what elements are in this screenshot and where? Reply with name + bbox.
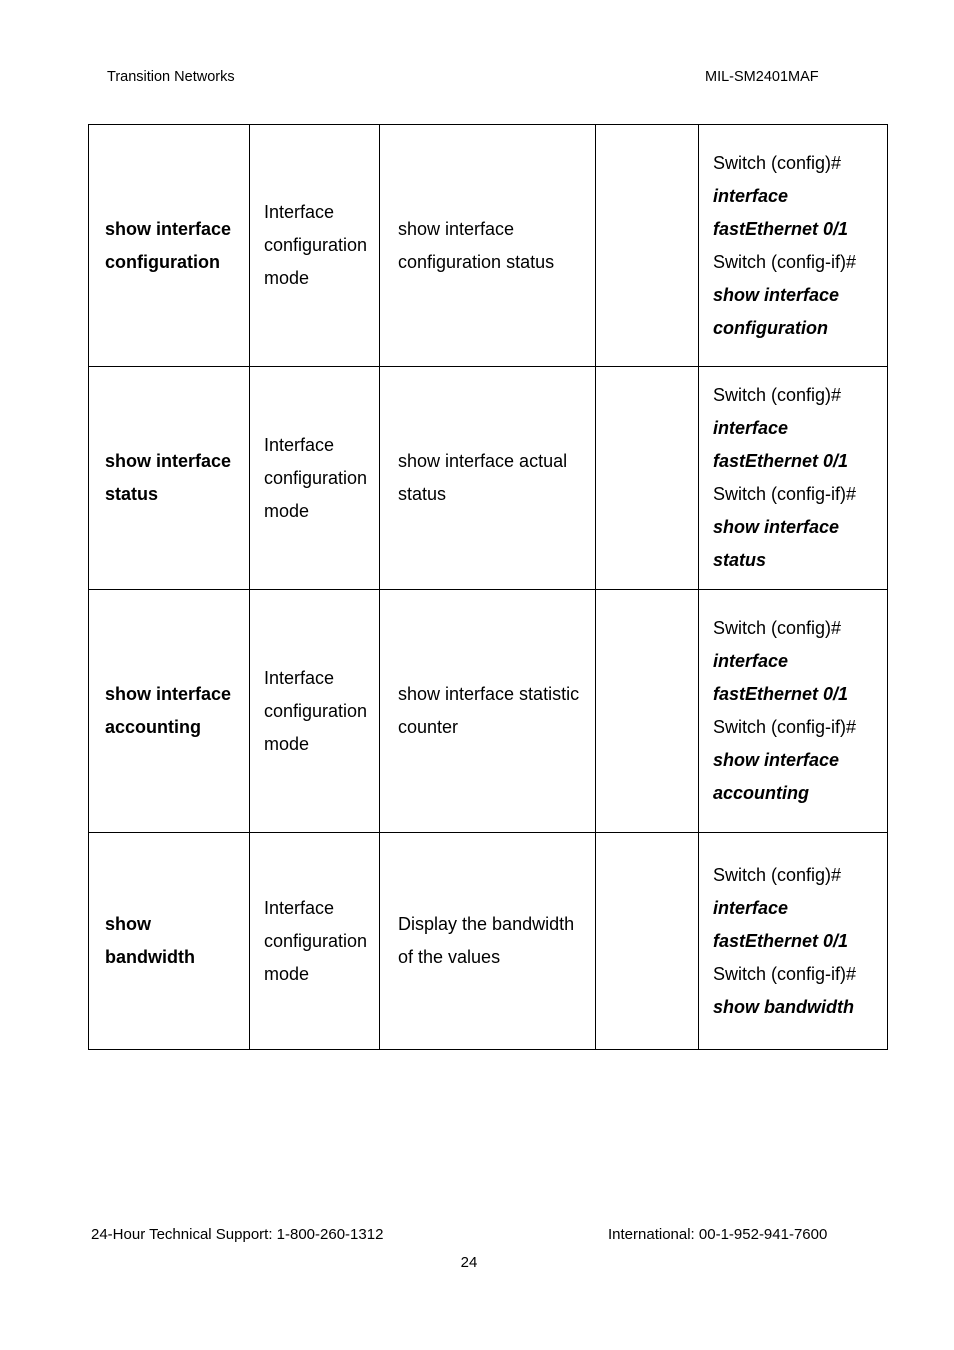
mode-cell-line: mode <box>264 268 310 288</box>
example-cell <box>699 125 888 367</box>
example-line: fastEthernet 0/1 <box>713 218 849 239</box>
description-cell-line: Display the bandwidth <box>398 914 575 934</box>
mode-cell-line: configuration <box>264 700 368 721</box>
example-line: fastEthernet 0/1 <box>713 930 849 951</box>
command-cell <box>89 125 250 367</box>
example-line: interface <box>713 651 789 671</box>
example-line: Switch (config)# <box>713 618 842 638</box>
command-cell <box>89 833 250 1050</box>
command-cell-line: show <box>105 914 152 934</box>
command-cell-line: status <box>105 484 159 504</box>
page-number: 24 <box>460 1254 478 1271</box>
example-line: Switch (config-if)# <box>713 963 857 984</box>
example-line: show bandwidth <box>713 996 854 1017</box>
example-line: Switch (config)# <box>713 385 842 405</box>
mode-cell-line: Interface <box>264 202 335 222</box>
header-company: Transition Networks <box>107 69 235 85</box>
example-line: accounting <box>713 783 810 803</box>
description-cell <box>380 590 596 833</box>
mode-cell <box>250 125 380 367</box>
example-line: Switch (config-if)# <box>713 251 857 272</box>
mode-cell <box>250 590 380 833</box>
table-row <box>89 367 888 590</box>
table-row <box>89 590 888 833</box>
mode-cell-line: mode <box>264 963 310 984</box>
example-line: status <box>713 550 767 570</box>
mode-cell <box>250 367 380 590</box>
mode-cell-line: configuration <box>264 467 368 488</box>
command-cell <box>89 590 250 833</box>
command-cell <box>89 367 250 590</box>
description-cell-line: show interface statistic <box>398 684 580 704</box>
example-line: Switch (config)# <box>713 152 842 173</box>
table-row <box>89 125 888 367</box>
example-cell <box>699 833 888 1050</box>
description-cell-line: status <box>398 484 447 504</box>
example-line: show interface <box>713 284 840 305</box>
command-cell-line: accounting <box>105 717 202 737</box>
example-line: fastEthernet 0/1 <box>713 451 849 471</box>
example-cell <box>699 367 888 590</box>
mode-cell-line: Interface <box>264 897 335 918</box>
default-cell <box>596 833 699 1050</box>
description-cell-line: configuration status <box>398 251 555 272</box>
table-row <box>89 833 888 1050</box>
mode-cell-line: Interface <box>264 667 335 688</box>
example-line: interface <box>713 897 789 918</box>
command-table <box>88 124 888 1050</box>
command-cell-line: show interface <box>105 451 232 471</box>
example-line: Switch (config-if)# <box>713 717 857 737</box>
example-line: show interface <box>713 750 840 770</box>
mode-cell-line: configuration <box>264 235 368 255</box>
description-cell <box>380 833 596 1050</box>
description-cell <box>380 367 596 590</box>
mode-cell <box>250 833 380 1050</box>
example-cell <box>699 590 888 833</box>
command-cell-line: show interface <box>105 218 232 239</box>
default-cell <box>596 125 699 367</box>
footer-international: International: 00-1-952-941-7600 <box>608 1226 828 1243</box>
mode-cell-line: mode <box>264 500 310 521</box>
command-cell-line: show interface <box>105 684 232 704</box>
mode-cell-line: Interface <box>264 434 335 455</box>
default-cell <box>596 367 699 590</box>
description-cell-line: show interface actual <box>398 451 568 471</box>
default-cell <box>596 590 699 833</box>
description-cell <box>380 125 596 367</box>
description-cell-line: of the values <box>398 947 501 967</box>
description-cell-line: counter <box>398 717 459 737</box>
example-line: configuration <box>713 317 828 338</box>
example-line: fastEthernet 0/1 <box>713 684 849 704</box>
example-line: interface <box>713 185 789 206</box>
example-line: Switch (config-if)# <box>713 484 857 504</box>
example-line: show interface <box>713 517 840 537</box>
description-cell-line: show interface <box>398 218 515 239</box>
example-line: interface <box>713 418 789 438</box>
mode-cell-line: mode <box>264 733 310 754</box>
mode-cell-line: configuration <box>264 930 368 951</box>
header-model: MIL-SM2401MAF <box>705 69 819 85</box>
command-cell-line: bandwidth <box>105 947 195 967</box>
example-line: Switch (config)# <box>713 864 842 885</box>
footer-support: 24-Hour Technical Support: 1-800-260-1312 <box>91 1226 384 1243</box>
command-cell-line: configuration <box>105 251 220 272</box>
